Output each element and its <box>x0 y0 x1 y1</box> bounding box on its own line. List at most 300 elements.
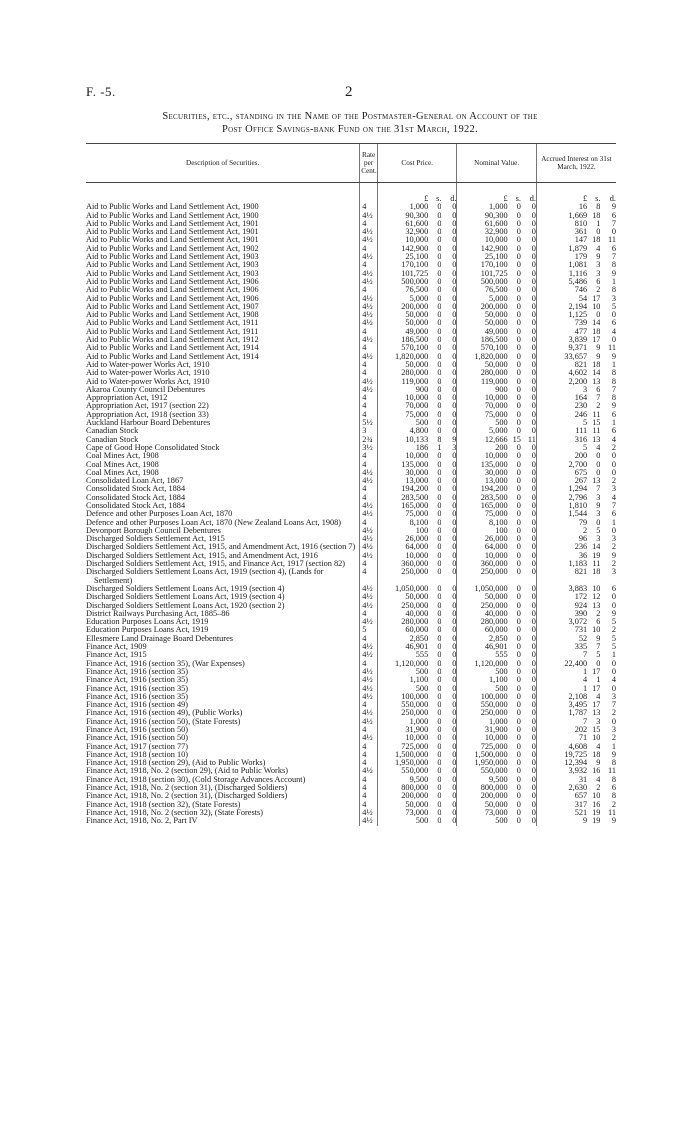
cost-shillings: 0 <box>437 427 442 436</box>
nominal-pence: 0 <box>531 501 536 510</box>
security-description: Aid to Water-power Works Act, 1910 <box>86 360 210 369</box>
interest-pence: 0 <box>611 659 616 668</box>
cost-pounds: 46,901 <box>377 643 428 651</box>
nominal-shillings: 0 <box>516 501 521 510</box>
rate-per-cent: 4½ <box>360 618 378 626</box>
interest-pence: 0 <box>611 336 616 345</box>
rate-per-cent: 4½ <box>360 552 378 560</box>
security-description: Finance Act, 1918 (section 29), (Aid to Public Works) <box>86 759 266 768</box>
rate-per-cent: 4 <box>360 743 378 751</box>
interest-pounds: 335 <box>536 643 587 651</box>
interest-shillings: 2 <box>596 784 601 793</box>
nominal-pounds: 250,000 <box>457 602 508 610</box>
cost-pounds: 165,000 <box>377 502 428 510</box>
interest-pounds: 1 <box>536 685 587 693</box>
interest-pence: 9 <box>611 203 616 212</box>
nominal-pence: 0 <box>531 344 536 353</box>
nominal-shillings: 0 <box>516 568 521 577</box>
nominal-shillings: 0 <box>516 468 521 477</box>
interest-pence: 4 <box>611 676 616 685</box>
header-interest: Accrued Interest on 31st March, 1922. <box>536 144 616 183</box>
security-description: Discharged Soldiers Settlement Loans Act, 1919 (section 4), (Lands for Settlement) <box>86 568 324 585</box>
interest-pence: 3 <box>611 485 616 494</box>
nominal-shillings: 0 <box>516 394 521 403</box>
interest-shillings: 13 <box>592 377 601 386</box>
cost-pounds: 100 <box>377 527 428 535</box>
cost-pence: 0 <box>452 651 457 660</box>
security-description: Finance Act, 1918, No. 2, Part IV <box>86 817 198 826</box>
cost-shillings: 0 <box>437 560 442 569</box>
cost-pounds: 4,800 <box>377 427 428 435</box>
unit-pence: d. <box>529 194 536 203</box>
table-row <box>86 452 616 460</box>
interest-pounds: 71 <box>536 734 587 742</box>
nominal-pounds: 170,100 <box>457 261 508 269</box>
security-description: Aid to Public Works and Land Settlement Act, 1903 <box>86 261 259 270</box>
interest-pence: 3 <box>611 568 616 577</box>
cost-shillings: 0 <box>437 286 442 295</box>
cost-pence: 0 <box>452 277 457 286</box>
interest-shillings: 5 <box>596 651 601 660</box>
cost-shillings: 0 <box>437 535 442 544</box>
nominal-pounds: 800,000 <box>457 784 508 792</box>
cost-pence: 0 <box>452 485 457 494</box>
cost-shillings: 0 <box>437 667 442 676</box>
interest-pounds: 4,608 <box>536 743 587 751</box>
interest-shillings: 19 <box>592 817 601 826</box>
interest-pounds: 1 <box>536 668 587 676</box>
rate-per-cent: 4 <box>360 568 378 585</box>
nominal-shillings: 0 <box>516 493 521 502</box>
cost-shillings: 0 <box>437 626 442 635</box>
interest-pounds: 2,630 <box>536 784 587 792</box>
security-description: Aid to Public Works and Land Settlement Act, 1912 <box>86 336 259 345</box>
nominal-pence: 0 <box>531 269 536 278</box>
nominal-shillings: 0 <box>516 244 521 253</box>
interest-shillings: 11 <box>592 410 601 419</box>
rate-per-cent: 4 <box>360 792 378 800</box>
nominal-pence: 0 <box>531 402 536 411</box>
nominal-pounds: 135,000 <box>457 461 508 469</box>
interest-shillings: 14 <box>592 369 601 378</box>
nominal-pounds: 1,100 <box>457 676 508 684</box>
rate-per-cent: 4½ <box>360 668 378 676</box>
rate-per-cent: 4½ <box>360 295 378 303</box>
security-description: Aid to Water-power Works Act, 1910 <box>86 369 210 378</box>
cost-pence: 0 <box>452 618 457 627</box>
security-description: Finance Act, 1909 <box>86 643 147 652</box>
rate-per-cent: 4½ <box>360 319 378 327</box>
table-row <box>86 353 616 361</box>
cost-pence: 0 <box>452 311 457 320</box>
interest-pounds: 675 <box>536 469 587 477</box>
interest-pence: 2 <box>611 800 616 809</box>
cost-shillings: 0 <box>437 817 442 826</box>
cost-pounds: 500 <box>377 668 428 676</box>
nominal-pounds: 555 <box>457 651 508 659</box>
table-row <box>86 585 616 593</box>
cost-shillings: 0 <box>437 634 442 643</box>
cost-pence: 0 <box>452 800 457 809</box>
interest-pounds: 236 <box>536 543 587 551</box>
cost-pounds: 13,000 <box>377 477 428 485</box>
rate-per-cent: 4½ <box>360 212 378 220</box>
cost-pounds: 26,000 <box>377 535 428 543</box>
interest-shillings: 17 <box>592 701 601 710</box>
interest-pence: 0 <box>611 526 616 535</box>
interest-pounds: 16 <box>536 203 587 211</box>
interest-shillings: 6 <box>596 618 601 627</box>
interest-shillings: 4 <box>596 742 601 751</box>
nominal-pounds: 1,820,000 <box>457 353 508 361</box>
unit-pounds: £ <box>457 183 508 204</box>
cost-pence: 0 <box>452 817 457 826</box>
nominal-pence: 0 <box>531 427 536 436</box>
rate-per-cent: 3 <box>360 427 378 435</box>
cost-pounds: 1,120,000 <box>377 660 428 668</box>
interest-shillings: 7 <box>596 643 601 652</box>
cost-pounds: 10,000 <box>377 552 428 560</box>
interest-pence: 9 <box>611 609 616 618</box>
interest-pence: 7 <box>611 701 616 710</box>
interest-pounds: 1,294 <box>536 485 587 493</box>
rate-per-cent: 4 <box>360 610 378 618</box>
interest-pence: 0 <box>611 311 616 320</box>
nominal-pounds: 725,000 <box>457 743 508 751</box>
nominal-pounds: 283,500 <box>457 494 508 502</box>
interest-shillings: 8 <box>596 203 601 212</box>
cost-shillings: 0 <box>437 709 442 718</box>
cost-shillings: 0 <box>437 742 442 751</box>
nominal-pounds: 1,950,000 <box>457 759 508 767</box>
nominal-pounds: 31,900 <box>457 726 508 734</box>
cost-shillings: 0 <box>437 236 442 245</box>
interest-shillings: 18 <box>592 360 601 369</box>
cost-pence: 0 <box>452 286 457 295</box>
interest-pence: 8 <box>611 775 616 784</box>
interest-pence: 11 <box>608 236 616 245</box>
cost-pounds: 550,000 <box>377 767 428 775</box>
interest-shillings: 11 <box>592 427 601 436</box>
nominal-pence: 0 <box>531 352 536 361</box>
cost-pence: 0 <box>452 792 457 801</box>
nominal-shillings: 0 <box>516 219 521 228</box>
nominal-shillings: 0 <box>516 402 521 411</box>
interest-pounds: 19,725 <box>536 751 587 759</box>
cost-shillings: 0 <box>437 510 442 519</box>
nominal-shillings: 0 <box>516 684 521 693</box>
interest-pounds: 3,932 <box>536 767 587 775</box>
nominal-pence: 0 <box>531 236 536 245</box>
cost-pounds: 73,000 <box>377 809 428 817</box>
cost-pounds: 90,300 <box>377 212 428 220</box>
nominal-shillings: 0 <box>516 510 521 519</box>
rate-per-cent: 4 <box>360 461 378 469</box>
cost-pence: 0 <box>452 302 457 311</box>
nominal-pounds: 50,000 <box>457 319 508 327</box>
nominal-pence: 0 <box>531 643 536 652</box>
rate-per-cent: 4 <box>360 361 378 369</box>
table-row <box>86 253 616 261</box>
nominal-pounds: 70,000 <box>457 402 508 410</box>
header-cost: Cost Price. <box>377 144 456 183</box>
rate-per-cent: 4 <box>360 759 378 767</box>
nominal-pence: 0 <box>531 319 536 328</box>
cost-shillings: 0 <box>437 759 442 768</box>
nominal-pence: 0 <box>531 286 536 295</box>
interest-pence: 7 <box>611 501 616 510</box>
units-row <box>86 183 616 204</box>
nominal-pounds: 73,000 <box>457 809 508 817</box>
interest-pence: 6 <box>611 319 616 328</box>
nominal-pence: 0 <box>531 535 536 544</box>
rate-per-cent: 4½ <box>360 469 378 477</box>
cost-shillings: 0 <box>437 618 442 627</box>
cost-pence: 0 <box>452 402 457 411</box>
rate-per-cent: 4½ <box>360 676 378 684</box>
nominal-pounds: 50,000 <box>457 801 508 809</box>
interest-pounds: 96 <box>536 535 587 543</box>
nominal-pence: 0 <box>531 584 536 593</box>
nominal-pounds: 9,500 <box>457 776 508 784</box>
cost-shillings: 0 <box>437 269 442 278</box>
table-row <box>86 560 616 568</box>
interest-pounds: 1,787 <box>536 709 587 717</box>
table-row <box>86 726 616 734</box>
nominal-pounds: 200 <box>457 444 508 452</box>
cost-pounds: 30,000 <box>377 469 428 477</box>
nominal-pounds: 30,000 <box>457 469 508 477</box>
table-row <box>86 295 616 303</box>
rate-per-cent: 4½ <box>360 311 378 319</box>
nominal-pounds: 500,000 <box>457 278 508 286</box>
nominal-pence: 0 <box>531 311 536 320</box>
table-row <box>86 220 616 228</box>
nominal-pounds: 100 <box>457 527 508 535</box>
nominal-pounds: 8,100 <box>457 519 508 527</box>
interest-pounds: 1,879 <box>536 245 587 253</box>
rate-per-cent: 4 <box>360 726 378 734</box>
cost-pounds: 70,000 <box>377 402 428 410</box>
rate-per-cent: 4½ <box>360 253 378 261</box>
security-description: Finance Act, 1916 (section 35) <box>86 667 189 676</box>
cost-pounds: 800,000 <box>377 784 428 792</box>
rate-per-cent: 4½ <box>360 502 378 510</box>
security-description: Consolidated Stock Act, 1884 <box>86 485 186 494</box>
rate-per-cent: 4 <box>360 203 378 211</box>
cost-pounds: 500,000 <box>377 278 428 286</box>
cost-shillings: 0 <box>437 568 442 577</box>
cost-pounds: 500 <box>377 685 428 693</box>
interest-pounds: 390 <box>536 610 587 618</box>
interest-pence: 0 <box>611 717 616 726</box>
table-row <box>86 419 616 427</box>
nominal-shillings: 0 <box>516 784 521 793</box>
cost-pence: 0 <box>452 369 457 378</box>
interest-shillings: 6 <box>596 385 601 394</box>
rate-per-cent: 4½ <box>360 510 378 518</box>
table-row <box>86 278 616 286</box>
cost-pence: 0 <box>452 327 457 336</box>
cost-pence: 0 <box>452 219 457 228</box>
table-row <box>86 734 616 742</box>
interest-pounds: 1,116 <box>536 270 587 278</box>
nominal-pence: 0 <box>531 452 536 461</box>
interest-pence: 2 <box>611 709 616 718</box>
interest-shillings: 18 <box>592 236 601 245</box>
nominal-pence: 0 <box>531 277 536 286</box>
cost-pence: 0 <box>452 394 457 403</box>
nominal-shillings: 0 <box>516 742 521 751</box>
header-description: Description of Securities. <box>86 144 360 183</box>
nominal-pounds: 1,000 <box>457 203 508 211</box>
rate-per-cent: 4 <box>360 369 378 377</box>
interest-shillings: 13 <box>592 709 601 718</box>
security-description: Finance Act, 1916 (section 50) <box>86 726 189 734</box>
security-description: Auckland Harbour Board Debentures <box>86 419 211 428</box>
interest-pence: 7 <box>611 385 616 394</box>
table-row <box>86 444 616 452</box>
security-description: Consolidated Stock Act, 1884 <box>86 493 186 502</box>
nominal-pounds: 13,000 <box>457 477 508 485</box>
nominal-pounds: 550,000 <box>457 767 508 775</box>
nominal-shillings: 0 <box>516 286 521 295</box>
security-description: Finance Act, 1916 (section 50) <box>86 734 189 743</box>
table-row <box>86 236 616 244</box>
cost-pence: 0 <box>452 726 457 734</box>
nominal-shillings: 0 <box>516 634 521 643</box>
cost-pounds: 2,850 <box>377 635 428 643</box>
nominal-pounds: 142,900 <box>457 245 508 253</box>
nominal-shillings: 0 <box>516 817 521 826</box>
unit-pence: d. <box>609 194 616 203</box>
securities-table <box>86 143 616 826</box>
nominal-pence: 0 <box>531 336 536 345</box>
nominal-pounds: 49,000 <box>457 328 508 336</box>
nominal-shillings: 0 <box>516 800 521 809</box>
nominal-shillings: 15 <box>512 435 521 444</box>
interest-shillings: 9 <box>596 634 601 643</box>
interest-shillings: 17 <box>592 336 601 345</box>
nominal-shillings: 0 <box>516 253 521 262</box>
cost-pence: 0 <box>452 269 457 278</box>
interest-pence: 9 <box>611 817 616 826</box>
interest-pounds: 202 <box>536 726 587 734</box>
interest-pounds: 33,657 <box>536 353 587 361</box>
nominal-pounds: 64,000 <box>457 543 508 551</box>
cost-shillings: 0 <box>437 692 442 701</box>
nominal-pounds: 26,000 <box>457 535 508 543</box>
table-row <box>86 784 616 792</box>
cost-pence: 0 <box>452 352 457 361</box>
nominal-shillings: 0 <box>516 211 521 220</box>
nominal-shillings: 0 <box>516 261 521 270</box>
interest-pounds: 3,495 <box>536 701 587 709</box>
nominal-pounds: 61,600 <box>457 220 508 228</box>
table-row <box>86 751 616 759</box>
nominal-pounds: 50,000 <box>457 361 508 369</box>
cost-pounds: 50,000 <box>377 319 428 327</box>
interest-pence: 2 <box>611 560 616 569</box>
interest-pounds: 316 <box>536 436 587 444</box>
nominal-pounds: 75,000 <box>457 411 508 419</box>
table-row <box>86 245 616 253</box>
security-description: Coal Mines Act, 1908 <box>86 468 159 477</box>
cost-shillings: 0 <box>437 767 442 776</box>
interest-pence: 9 <box>611 269 616 278</box>
cost-pence: 0 <box>452 203 457 212</box>
table-row <box>86 386 616 394</box>
cost-pounds: 360,000 <box>377 560 428 568</box>
interest-shillings: 15 <box>592 419 601 428</box>
nominal-pounds: 500 <box>457 668 508 676</box>
cost-pounds: 8,100 <box>377 519 428 527</box>
cost-pounds: 1,000 <box>377 203 428 211</box>
table-row <box>86 759 616 767</box>
table-row <box>86 543 616 551</box>
security-description: Aid to Public Works and Land Settlement Act, 1903 <box>86 269 259 278</box>
rate-per-cent: 4½ <box>360 303 378 311</box>
cost-pounds: 280,000 <box>377 369 428 377</box>
nominal-pounds: 100,000 <box>457 693 508 701</box>
security-description: Discharged Soldiers Settlement Act, 1915, and Finance Act, 1917 (section 82) <box>86 560 346 569</box>
cost-shillings: 0 <box>437 701 442 710</box>
interest-pounds: 179 <box>536 253 587 261</box>
nominal-shillings: 0 <box>516 485 521 494</box>
nominal-pence: 0 <box>531 759 536 768</box>
rate-per-cent: 4½ <box>360 353 378 361</box>
header-nominal: Nominal Value. <box>457 144 537 183</box>
cost-shillings: 0 <box>437 402 442 411</box>
nominal-pence: 0 <box>531 717 536 726</box>
security-description: Aid to Public Works and Land Settlement Act, 1902 <box>86 244 259 253</box>
cost-shillings: 0 <box>437 336 442 345</box>
interest-pence: 1 <box>611 651 616 660</box>
interest-pounds: 1,183 <box>536 560 587 568</box>
nominal-pence: 0 <box>531 634 536 643</box>
nominal-pence: 0 <box>531 651 536 660</box>
nominal-pence: 0 <box>531 485 536 494</box>
unit-pounds: £ <box>536 183 587 204</box>
nominal-shillings: 0 <box>516 410 521 419</box>
nominal-pounds: 186,500 <box>457 336 508 344</box>
nominal-pence: 0 <box>531 609 536 618</box>
cost-shillings: 0 <box>437 344 442 353</box>
nominal-pence: 0 <box>531 792 536 801</box>
interest-shillings: 16 <box>592 800 601 809</box>
interest-pounds: 230 <box>536 402 587 410</box>
table-row <box>86 767 616 775</box>
cost-shillings: 0 <box>437 211 442 220</box>
cost-pence: 0 <box>452 767 457 776</box>
cost-pounds: 250,000 <box>377 568 428 585</box>
rate-per-cent: 4 <box>360 560 378 568</box>
unit-pence: d. <box>450 194 457 203</box>
table-row <box>86 776 616 784</box>
nominal-pence: 0 <box>531 684 536 693</box>
nominal-pence: 0 <box>531 601 536 610</box>
nominal-pence: 0 <box>531 560 536 569</box>
nominal-pounds: 76,500 <box>457 286 508 294</box>
nominal-pounds: 46,901 <box>457 643 508 651</box>
nominal-shillings: 0 <box>516 734 521 743</box>
cost-shillings: 0 <box>437 543 442 552</box>
nominal-pence: 0 <box>531 676 536 685</box>
security-description: Aid to Public Works and Land Settlement Act, 1914 <box>86 344 259 353</box>
unit-shillings: s. <box>595 194 601 203</box>
table-row <box>86 319 616 327</box>
interest-shillings: 13 <box>592 601 601 610</box>
